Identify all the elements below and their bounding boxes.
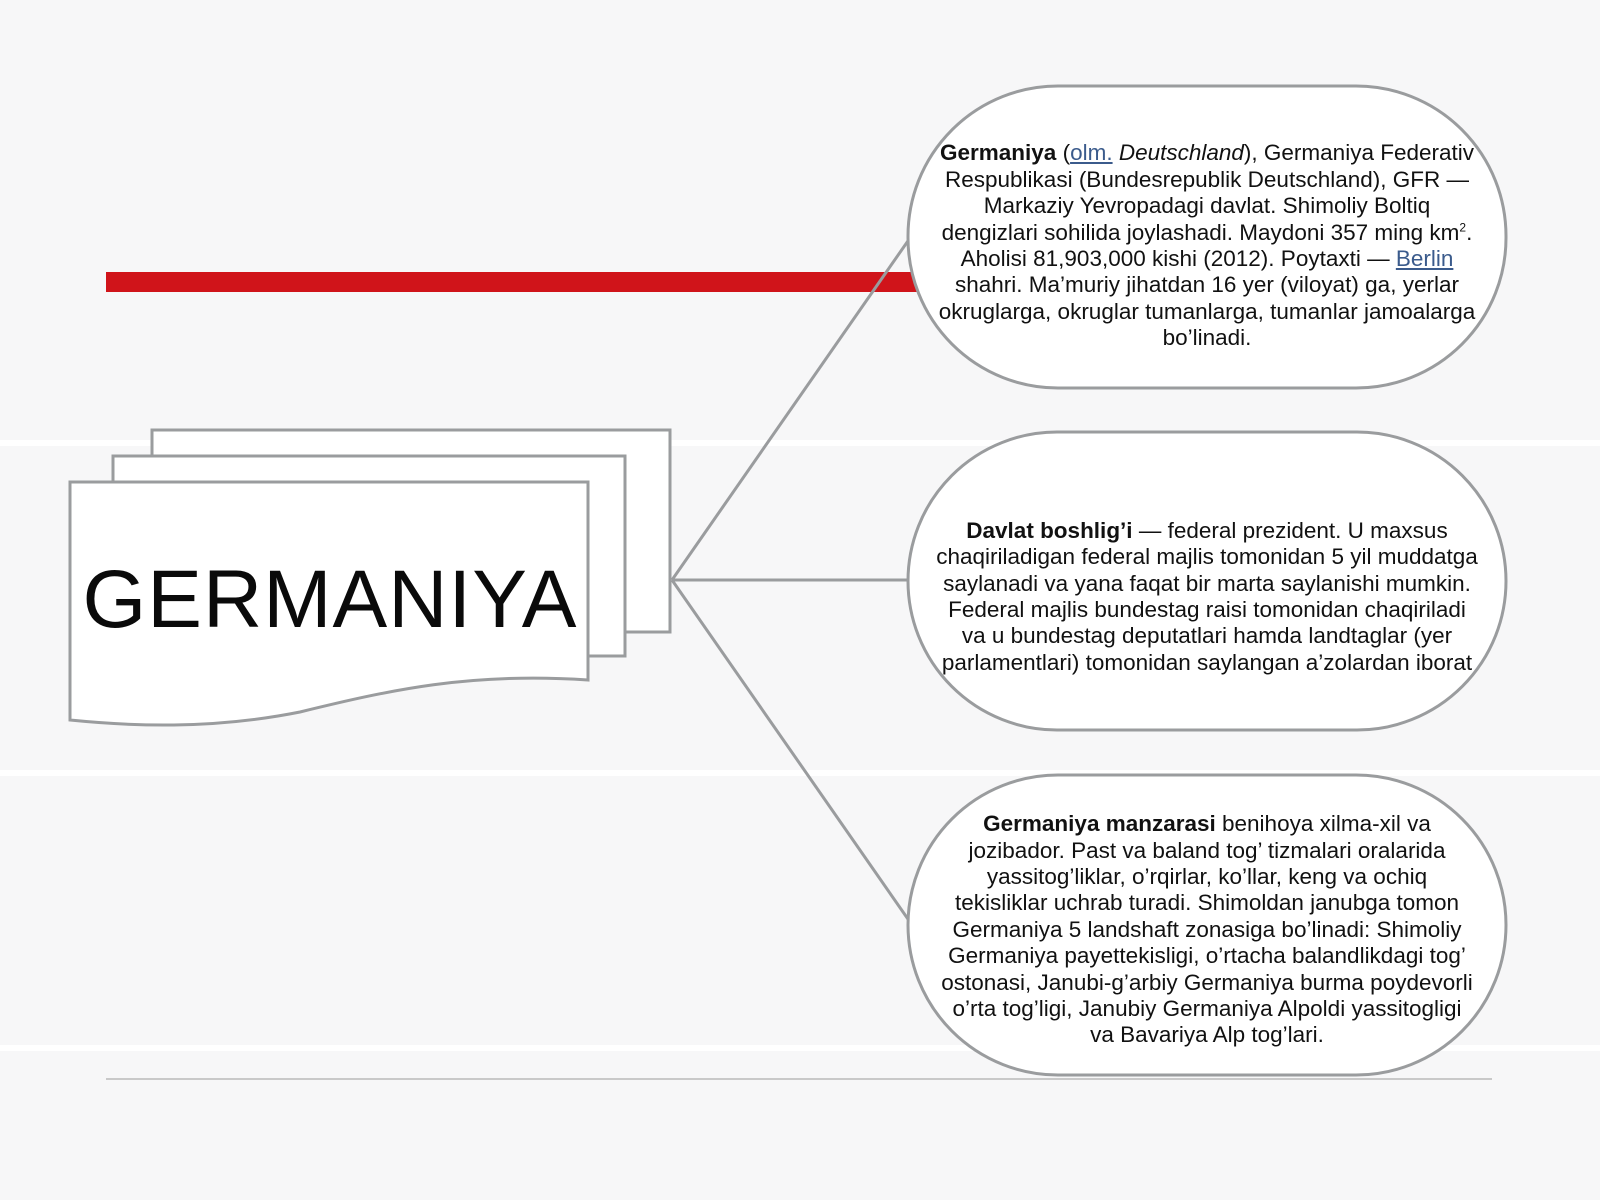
bubble-landscape (908, 780, 1506, 1080)
overview-paren: ( (1056, 140, 1071, 166)
page-title: GERMANIYA (82, 554, 578, 645)
connector-landscape (672, 580, 910, 922)
connectors (672, 238, 910, 922)
bubble-overview-text (936, 140, 1478, 351)
link-berlin[interactable]: Berlin (1395, 246, 1454, 271)
landscape-lead: Germaniya manzarasi (983, 811, 1216, 837)
bubble-head-of-state (908, 447, 1506, 747)
overview-lead: Germaniya (940, 140, 1057, 166)
overview-text-c: shahri. Ma’muriy jihatdan 16 yer (viloyat) ga, yerlar okruglarga, okruglar tumanlarga, tumanlar jamoalarga bo’linadi. (938, 272, 1476, 351)
head-of-state-text: — federal prezident. U maxsus chaqiriladigan federal majlis tomonidan 5 yil muddatga saylanadi va yana faqat bir marta saylanishi mumkin. Federal majlis bundestag raisi tomonidan chaqiriladi va u bundestag deputatlari hamda landtaglar (yer parlamentlari) tomonidan saylangan a’zolardan iborat (936, 517, 1478, 675)
head-of-state-lead: Davlat boshlig’i (966, 517, 1133, 543)
bubble-head-of-state-text (936, 518, 1478, 676)
bubble-landscape-text (938, 811, 1476, 1049)
overview-text-b: . Aholisi 81,903,000 kishi (2012). Poytaxti — (960, 219, 1473, 271)
overview-italic: Deutschland (1112, 140, 1244, 166)
landscape-text: benihoya xilma-xil va jozibador. Past va baland tog’ tizmalari oralarida yassitog’liklar, o’rqirlar, ko’llar, keng va ochiq tekisliklar uchrab turadi. Shimoldan janubga tomon Germaniya 5 landshaft zonasiga bo’linadi: Shimoliy Germaniya payettekisligi, o’rtacha balandlikdagi tog’ ostonasi, Janubi-g’arbiy Germaniya burma poydevorli o’rta tog’ligi, Janubiy Germaniya Alpoldi yassitogligi va Bavariya Alp tog’lari. (941, 811, 1473, 1048)
connector-overview (672, 238, 910, 580)
bubble-overview (908, 100, 1506, 392)
overview-text-a: ), Germaniya Federativ Respublikasi (Bundesrepublik Deutschland), GFR — Markaziy Yevropadagi davlat. Shimoliy Boltiq dengizlari sohilida joylashadi. Maydoni 357 ming km (941, 140, 1474, 245)
overview-sup: 2 (1459, 220, 1467, 235)
link-olm[interactable]: olm. (1070, 140, 1113, 166)
